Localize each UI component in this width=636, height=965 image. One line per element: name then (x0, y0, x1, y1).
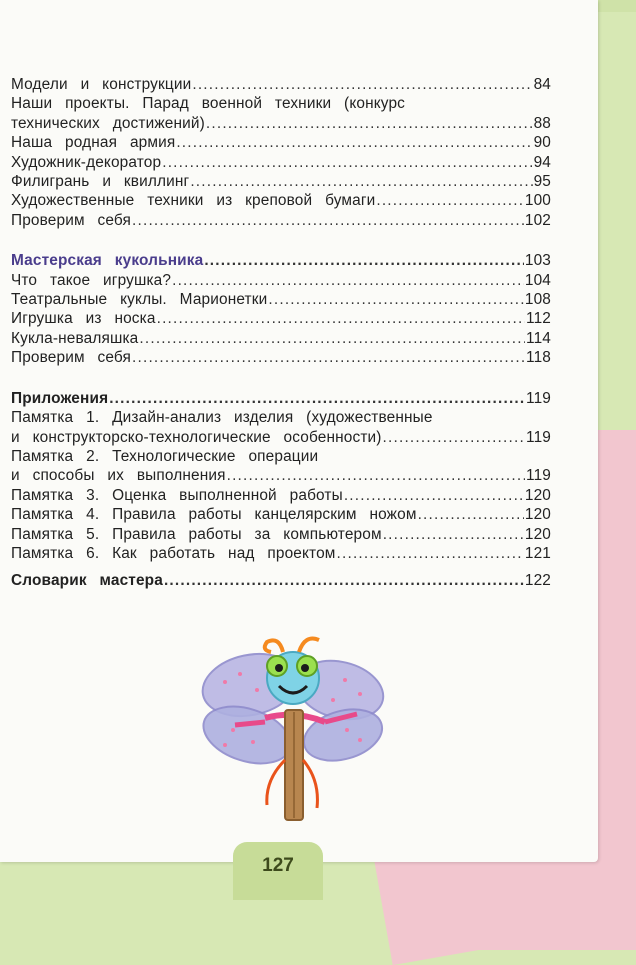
toc-section-heading[interactable] (11, 389, 551, 408)
toc-leader (172, 271, 524, 290)
toc-section-heading[interactable] (11, 251, 551, 270)
toc-entry-title: Памятка 5. Правила работы за компьютером (11, 525, 382, 543)
toc-leader (337, 544, 524, 563)
table-of-contents (11, 75, 551, 591)
toc-section-title: Мастерская кукольника (11, 252, 204, 270)
toc-entry[interactable] (11, 75, 551, 94)
toc-entry[interactable] (11, 172, 551, 191)
toc-leader (376, 191, 524, 210)
toc-entry-page: 122 (524, 572, 551, 590)
toc-leader (132, 348, 525, 367)
toc-entry-page: 95 (533, 173, 551, 191)
toc-entry-title: и конструкторско-технологические особенности) (11, 428, 382, 446)
toc-entry-title: Проверим себя (11, 349, 132, 367)
toc-leader (190, 172, 532, 191)
toc-entry[interactable] (11, 271, 551, 290)
toc-entry-title: Памятка 3. Оценка выполненной работы (11, 486, 343, 504)
toc-entry-title: Наша родная армия (11, 134, 176, 152)
toc-entry-page: 94 (533, 153, 551, 171)
toc-entry-title: и способы их выполнения (11, 467, 226, 485)
toc-entry-page: 120 (524, 506, 551, 524)
toc-leader (344, 486, 524, 505)
toc-entry[interactable] (11, 114, 551, 133)
toc-entry-page: 120 (524, 525, 551, 543)
toc-section-title: Приложения (11, 389, 109, 407)
toc-entry-page: 112 (526, 310, 551, 328)
toc-leader (176, 133, 532, 152)
toc-entry-page: 121 (524, 544, 551, 562)
toc-entry-page: 114 (526, 329, 551, 347)
toc-entry-title: Что такое игрушка? (11, 271, 172, 289)
toc-entry[interactable] (11, 191, 551, 210)
toc-leader (132, 211, 524, 230)
toc-entry-page: 119 (526, 389, 551, 407)
toc-leader (157, 309, 525, 328)
toc-leader (383, 428, 525, 447)
toc-entry-page: 108 (524, 291, 551, 309)
toc-entry[interactable] (11, 544, 551, 563)
toc-leader (164, 571, 524, 590)
toc-leader (139, 329, 525, 348)
toc-entry-page: 120 (524, 486, 551, 504)
toc-entry[interactable] (11, 428, 551, 447)
toc-entry-page: 90 (533, 134, 551, 152)
toc-entry-title: Театральные куклы. Марионетки (11, 291, 268, 309)
toc-section-heading[interactable] (11, 571, 551, 590)
toc-entry-title: Памятка 6. Как работать над проектом (11, 544, 336, 562)
toc-entry[interactable] (11, 153, 551, 172)
toc-entry[interactable] (11, 466, 551, 485)
toc-leader (204, 251, 524, 270)
toc-entry-page: 118 (526, 349, 551, 367)
toc-entry-title: Игрушка из носка (11, 310, 156, 328)
toc-entry-page: 84 (533, 76, 551, 93)
toc-entry[interactable] (11, 290, 551, 309)
toc-entry-title: технических достижений) (11, 114, 205, 132)
toc-leader (162, 153, 532, 172)
toc-leader (383, 525, 524, 544)
toc-entry-page: 103 (524, 252, 551, 270)
toc-entry-title: Художественные техники из креповой бумаги (11, 192, 376, 210)
toc-entry-title: Художник-декоратор (11, 153, 162, 171)
toc-entry[interactable] (11, 329, 551, 348)
toc-section-title: Словарик мастера (11, 572, 163, 590)
toc-entry[interactable] (11, 486, 551, 505)
toc-entry-page: 100 (524, 192, 551, 210)
dragonfly-craft-illustration (195, 630, 395, 840)
toc-entry-title: Филигрань и квиллинг (11, 173, 190, 191)
toc-entry-page: 119 (526, 428, 551, 446)
toc-entry-title-line[interactable]: Наши проекты. Парад военной техники (конкурс (11, 95, 406, 113)
page-number: 127 (262, 855, 294, 876)
toc-entry-page: 102 (524, 211, 551, 229)
toc-entry-title: Памятка 4. Правила работы канцелярским ножом (11, 506, 417, 524)
toc-entry-title-line[interactable]: Памятка 1. Дизайн-анализ изделия (художественные (11, 409, 433, 427)
toc-entry-title: Проверим себя (11, 211, 132, 229)
toc-entry-page: 104 (524, 271, 551, 289)
toc-leader (192, 75, 532, 94)
toc-entry[interactable] (11, 133, 551, 152)
toc-leader (227, 466, 525, 485)
toc-entry-page: 88 (533, 114, 551, 132)
toc-entry[interactable] (11, 211, 551, 230)
toc-entry-title: Модели и конструкции (11, 76, 192, 93)
toc-entry[interactable] (11, 309, 551, 328)
toc-leader (206, 114, 533, 133)
toc-leader (109, 389, 525, 408)
toc-entry-title: Кукла-неваляшка (11, 329, 139, 347)
toc-entry[interactable] (11, 525, 551, 544)
toc-entry[interactable] (11, 348, 551, 367)
toc-entry[interactable] (11, 505, 551, 524)
toc-entry-title-line[interactable]: Памятка 2. Технологические операции (11, 447, 319, 465)
toc-leader (268, 290, 523, 309)
toc-leader (418, 505, 524, 524)
toc-entry-page: 119 (526, 467, 551, 485)
